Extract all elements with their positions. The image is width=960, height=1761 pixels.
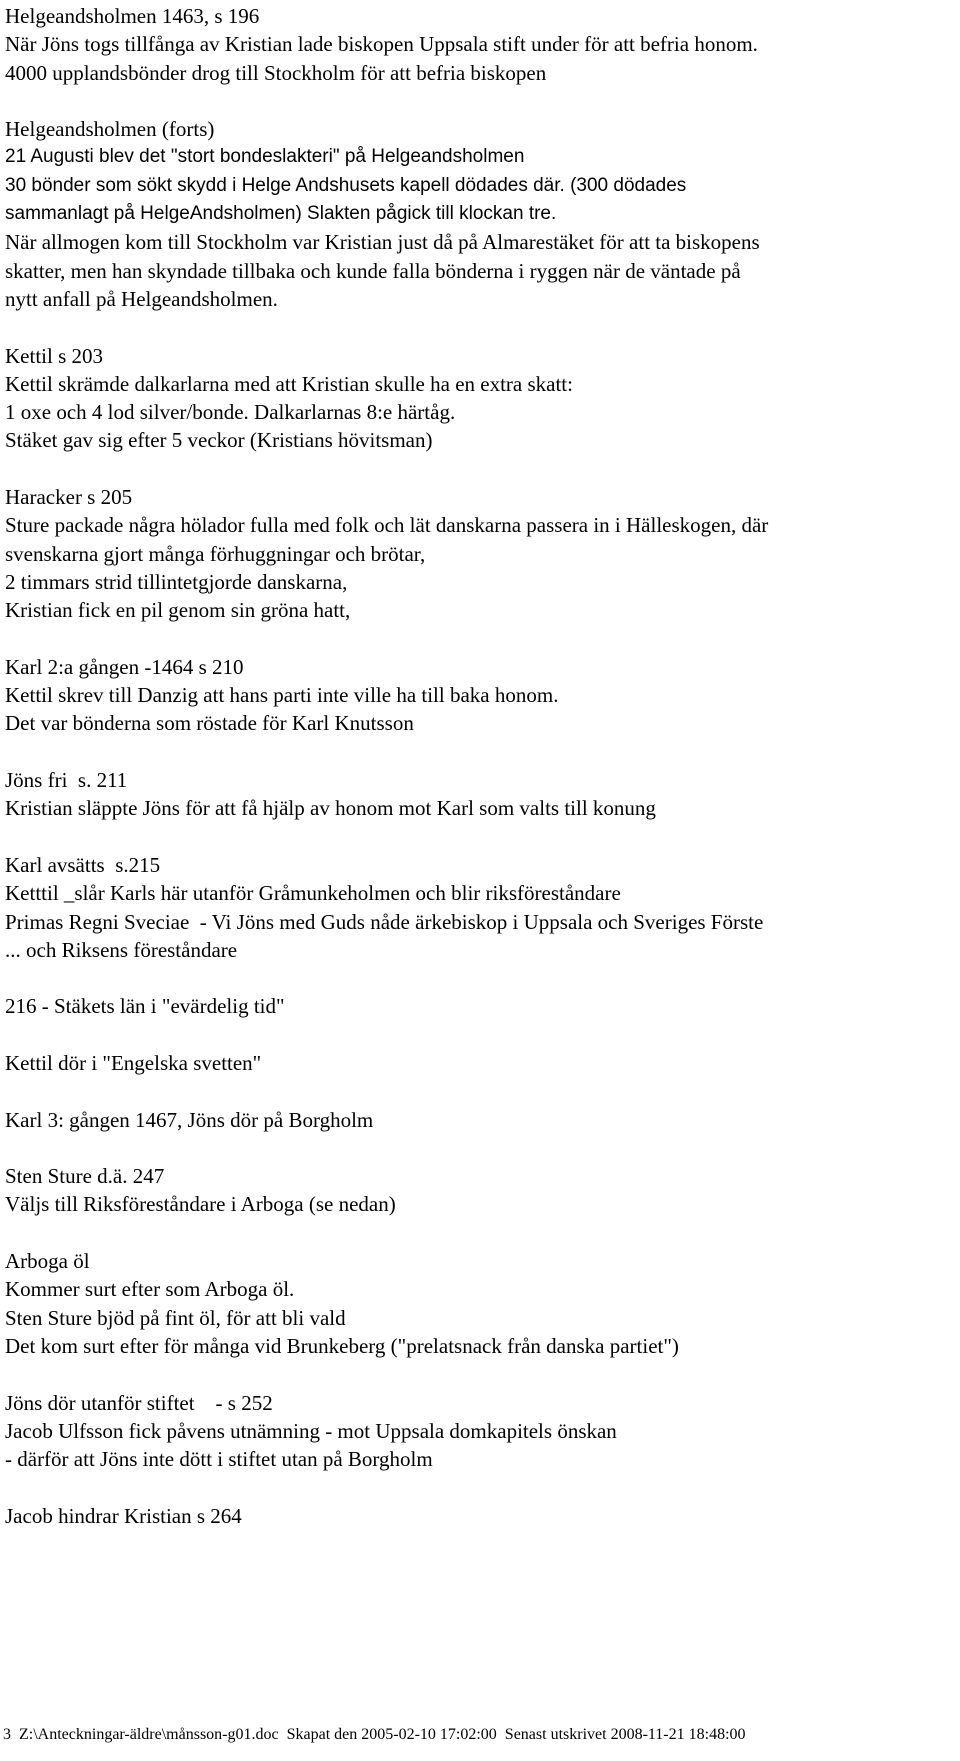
- text-line: 30 bönder som sökt skydd i Helge Andshusets kapell dödades där. (300 dödades: [5, 174, 687, 196]
- section-heading: Jacob hindrar Kristian s 264: [5, 1503, 242, 1528]
- text-line: - därför att Jöns inte dött i stiftet utan på Borgholm: [5, 1447, 433, 1472]
- text-line: Jacob Ulfsson fick påvens utnämning - mot Uppsala domkapitels önskan: [5, 1418, 617, 1443]
- section-heading: Jöns fri s. 211: [5, 768, 128, 793]
- text-line: Ketttil _slår Karls här utanför Gråmunkeholmen och blir riksföreståndare: [5, 881, 621, 906]
- text-line: Det kom surt efter för många vid Brunkeberg ("prelatsnack från danska partiet"): [5, 1333, 679, 1358]
- section-heading: Karl avsätts s.215: [5, 852, 161, 877]
- document-body: [5, 2, 955, 1530]
- section-heading: Karl 2:a gången -1464 s 210: [5, 654, 244, 679]
- text-line: Sture packade några hölador fulla med folk och lät danskarna passera in i Hälleskogen, där: [5, 513, 769, 538]
- blank-line: [5, 1134, 955, 1162]
- blank-line: [5, 738, 955, 766]
- text-line: Kettil dör i "Engelska svetten": [5, 1050, 262, 1075]
- text-line: Helgeandsholmen 1463, s 196: [5, 4, 260, 28]
- section-heading: Sten Sture d.ä. 247: [5, 1164, 165, 1189]
- blank-line: [5, 823, 955, 851]
- blank-line: [5, 1077, 955, 1105]
- blank-line: [5, 964, 955, 992]
- blank-line: [5, 1360, 955, 1388]
- text-line: nytt anfall på Helgeandsholmen.: [5, 286, 278, 311]
- text-line: Väljs till Riksföreståndare i Arboga (se nedan): [5, 1192, 396, 1217]
- text-line: Kristian fick en pil genom sin gröna hatt,: [5, 598, 351, 623]
- text-line: 2 timmars strid tillintetgjorde danskarna,: [5, 569, 348, 594]
- text-line: Det var bönderna som röstade för Karl Knutsson: [5, 711, 414, 736]
- text-line: Karl 3: gången 1467, Jöns dör på Borgholm: [5, 1107, 374, 1132]
- text-line: Primas Regni Sveciae - Vi Jöns med Guds nåde ärkebiskop i Uppsala och Sveriges Förste: [5, 909, 764, 934]
- text-line: Stäket gav sig efter 5 veckor (Kristians hövitsman): [5, 428, 433, 453]
- text-line: 21 Augusti blev det "stort bondeslakteri" på Helgeandsholmen: [5, 146, 525, 168]
- text-line: ... och Riksens föreståndare: [5, 937, 238, 962]
- text-line: Kristian släppte Jöns för att få hjälp av honom mot Karl som valts till konung: [5, 796, 656, 821]
- text-line: skatter, men han skyndade tillbaka och kunde falla bönderna i ryggen när de väntade på: [5, 258, 741, 283]
- section-heading: Kettil s 203: [5, 343, 103, 368]
- text-line: 4000 upplandsbönder drog till Stockholm för att befria biskopen: [5, 60, 547, 85]
- blank-line: [5, 87, 955, 115]
- page-footer: 3 Z:\Anteckningar-äldre\månsson-g01.doc Skapat den 2005-02-10 17:02:00 Senast utskrivet 2008-11-21 18:48:00: [3, 1726, 746, 1743]
- section-heading: Arboga öl: [5, 1249, 90, 1274]
- text-line: 216 - Stäkets län i "evärdelig tid": [5, 994, 285, 1019]
- text-line: 1 oxe och 4 lod silver/bonde. Dalkarlarnas 8:e härtåg.: [5, 400, 456, 425]
- blank-line: [5, 1473, 955, 1501]
- text-line: När allmogen kom till Stockholm var Kristian just då på Almarestäket för att ta biskopens: [5, 230, 760, 255]
- text-line: sammanlagt på HelgeAndsholmen) Slakten pågick till klockan tre.: [5, 203, 557, 225]
- text-line: Sten Sture bjöd på fint öl, för att bli vald: [5, 1305, 346, 1330]
- text-line: Kettil skrev till Danzig att hans parti inte ville ha till baka honom.: [5, 683, 559, 708]
- section-heading: Jöns dör utanför stiftet - s 252: [5, 1390, 273, 1415]
- text-line: Kettil skrämde dalkarlarna med att Kristian skulle ha en extra skatt:: [5, 371, 573, 396]
- blank-line: [5, 313, 955, 341]
- blank-line: [5, 1021, 955, 1049]
- section-heading: Helgeandsholmen (forts): [5, 117, 215, 142]
- text-line: När Jöns togs tillfånga av Kristian lade biskopen Uppsala stift under för att befria honom.: [5, 32, 758, 57]
- blank-line: [5, 1219, 955, 1247]
- text-line: Kommer surt efter som Arboga öl.: [5, 1277, 295, 1302]
- text-line: svenskarna gjort många förhuggningar och brötar,: [5, 541, 426, 566]
- blank-line: [5, 455, 955, 483]
- blank-line: [5, 625, 955, 653]
- section-heading: Haracker s 205: [5, 485, 133, 510]
